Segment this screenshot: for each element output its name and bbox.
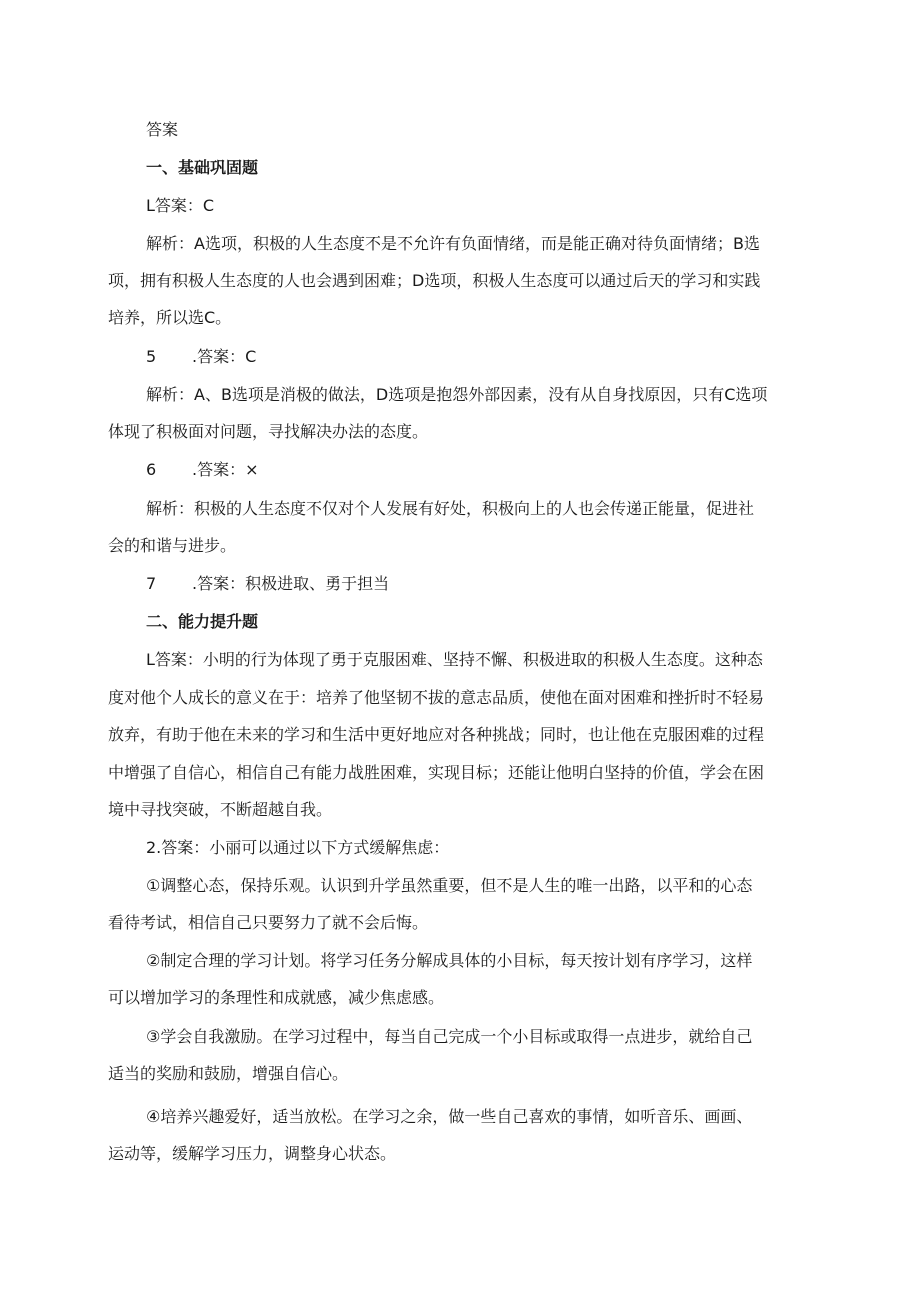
q5-number: 5 [146,347,157,366]
s2-q2-item-line: ①调整心态，保持乐观。认识到升学虽然重要，但不是人生的唯一出路，以平和的心态 [146,876,753,895]
s2-q2-item-line: ③学会自我激励。在学习过程中，每当自己完成一个小目标或取得一点进步，就给自己 [146,1027,753,1046]
q5-answer: .答案：C [192,347,257,366]
s2-q2-intro: 2.答案：小丽可以通过以下方式缓解焦虑： [146,838,450,857]
q6-number: 6 [146,460,157,479]
q1-analysis-line: 解析：A选项，积极的人生态度不是不允许有负面情绪，而是能正确对待负面情绪；B选 [146,234,760,253]
section-2-heading: 二、能力提升题 [146,612,259,631]
document-title: 答案 [146,120,179,139]
s2-q2-item-line: ④培养兴趣爱好，适当放松。在学习之余，做一些自己喜欢的事情，如听音乐、画画、 [146,1107,753,1126]
q5-answer-row [108,338,846,376]
q6-answer-row [108,451,846,489]
q6-answer: .答案：× [192,460,259,479]
s2-q1-line: 度对他个人成长的意义在于：培养了他坚韧不拔的意志品质，使他在面对困难和挫折时不轻易 [108,688,765,707]
q7-answer-row [108,565,846,603]
q6-analysis-line: 会的和谐与进步。 [108,536,237,555]
q5-analysis-line: 体现了积极面对问题，寻找解决办法的态度。 [108,422,429,441]
q7-answer: .答案：积极进取、勇于担当 [192,574,390,593]
s2-q2-item-line: 适当的奖励和鼓励，增强自信心。 [108,1064,349,1083]
s2-q2-item-line: ②制定合理的学习计划。将学习任务分解成具体的小目标，每天按计划有序学习，这样 [146,951,753,970]
s2-q2-item-line: 看待考试，相信自己只要努力了就不会后悔。 [108,913,429,932]
s2-q1-line: 放弃，有助于他在未来的学习和生活中更好地应对各种挑战；同时，也让他在克服困难的过程 [108,725,765,744]
s2-q2-item-line: 运动等，缓解学习压力，调整身心状态。 [108,1144,397,1163]
q1-answer: L答案：C [146,196,215,215]
s2-q1-line: 中增强了自信心，相信自己有能力战胜困难，实现目标；还能让他明白坚持的价值，学会在困 [108,763,765,782]
q1-analysis-line: 培养，所以选C。 [108,308,232,327]
s2-q1-line: L答案：小明的行为体现了勇于克服困难、坚持不懈、积极进取的积极人生态度。这种态 [146,650,763,669]
q1-analysis-line: 项，拥有积极人生态度的人也会遇到困难；D选项，积极人生态度可以通过后天的学习和实践 [108,271,761,290]
s2-q1-line: 境中寻找突破，不断超越自我。 [108,800,333,819]
q5-analysis-line: 解析：A、B选项是消极的做法，D选项是抱怨外部因素，没有从自身找原因，只有C选项 [146,385,768,404]
section-1-heading: 一、基础巩固题 [146,158,259,177]
q6-analysis-line: 解析：积极的人生态度不仅对个人发展有好处，积极向上的人也会传递正能量，促进社 [146,499,755,518]
q7-number: 7 [146,574,157,593]
s2-q2-item-line: 可以增加学习的条理性和成就感，减少焦虑感。 [108,988,445,1007]
